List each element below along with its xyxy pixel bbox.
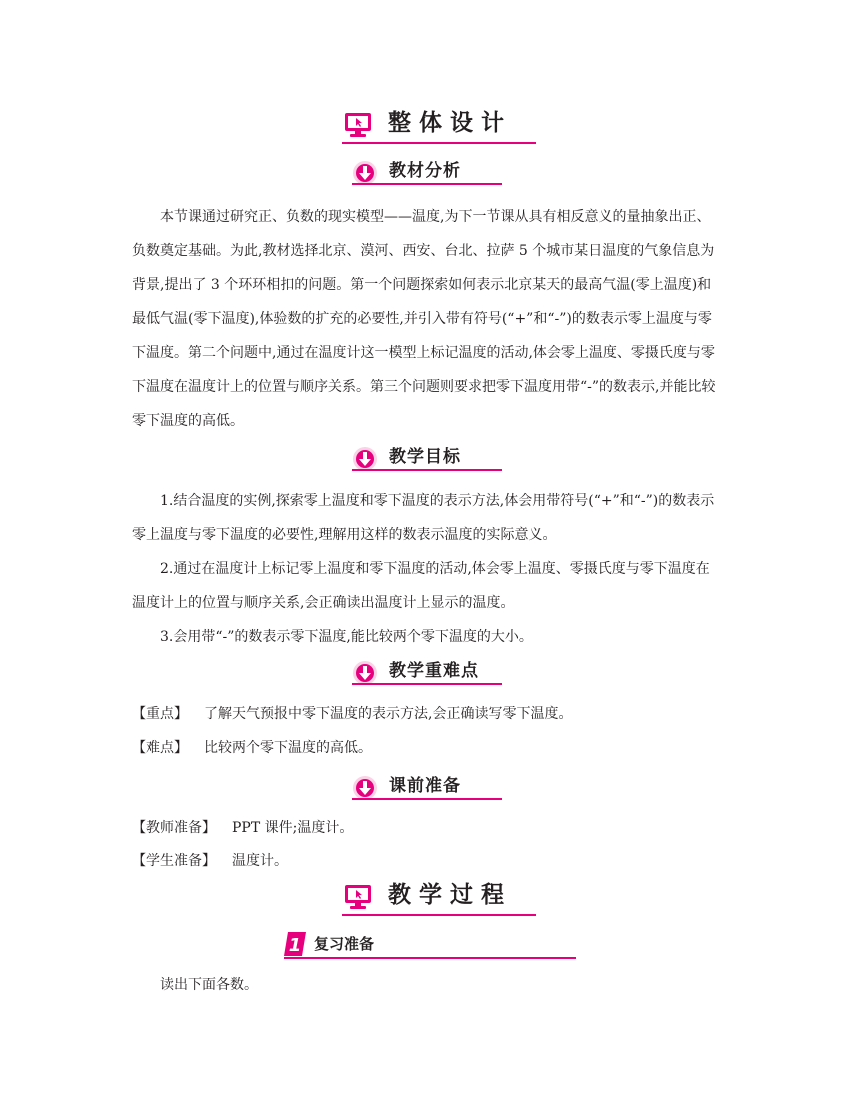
section-heading-review — [0, 932, 860, 962]
sub-heading-material — [0, 158, 860, 188]
heading-rule — [342, 914, 536, 916]
goal-item-3: 3.会用带“-”的数表示零下温度,能比较两个零下温度的大小。 — [160, 629, 533, 645]
section-title: 课前准备 — [389, 776, 461, 796]
heading-rule — [352, 798, 502, 800]
number-badge-icon — [284, 932, 306, 956]
key-label: 【重点】 — [132, 706, 188, 722]
goal-item-1: 1.结合温度的实例,探索零上温度和零下温度的表示方法,体会用带符号(“+”和“-”)的数表示零上温度与零下温度的必要性,理解用这样的数表示温度的实际意义。 — [132, 493, 715, 543]
heading-rule — [284, 957, 576, 959]
section-title: 教学重难点 — [389, 661, 479, 681]
teacher-prep-row — [132, 818, 732, 838]
process-title: 教学过程 — [388, 882, 512, 908]
material-paragraph: 本节课通过研究正、负数的现实模型——温度,为下一节课从具有相反意义的量抽象出正、负数奠定基础。为此,教材选择北京、漠河、西安、台北、拉萨 5 个城市某日温度的气象信息为背景,提出了 3 个环环相扣的问题。第一个问题探索如何表示北京某天的最高气温(零上温度)和最低气温(零下温度),体验数的扩充的必要性,并引入带有符号(“+”和“-”)的数表示零上温度与零下温度。第二个问题中,通过在温度计这一模型上标记温度的活动,体会零上温度、零摄氏度与零下温度在温度计上的位置与顺序关系。第三个问题则要求把零下温度用带“-”的数表示,并能比较零下温度的高低。 — [132, 209, 716, 429]
heading-rule — [352, 469, 502, 471]
heading-rule — [352, 183, 502, 185]
sub-heading-key-points — [0, 658, 860, 688]
key-point-row — [132, 704, 732, 724]
main-heading-process — [0, 880, 860, 916]
heading-rule — [342, 142, 536, 144]
monitor-cursor-icon — [344, 884, 372, 910]
teacher-label: 【教师准备】 — [132, 820, 216, 836]
monitor-cursor-icon — [344, 112, 372, 138]
student-text: 温度计。 — [232, 853, 288, 869]
section-title: 教材分析 — [389, 161, 461, 181]
sub-heading-goals — [0, 444, 860, 474]
difficulty-text: 比较两个零下温度的高低。 — [204, 740, 372, 756]
page-title: 整体设计 — [388, 110, 512, 136]
student-label: 【学生准备】 — [132, 853, 216, 869]
sub-heading-prep — [0, 773, 860, 803]
review-instruction: 读出下面各数。 — [160, 977, 258, 993]
section-title: 复习准备 — [314, 935, 375, 953]
student-prep-row — [132, 851, 732, 871]
goal-item-2: 2.通过在温度计上标记零上温度和零下温度的活动,体会零上温度、零摄氏度与零下温度在温度计上的位置与顺序关系,会正确读出温度计上显示的温度。 — [132, 561, 710, 611]
key-text: 了解天气预报中零下温度的表示方法,会正确读写零下温度。 — [204, 706, 573, 722]
teacher-text: PPT 课件;温度计。 — [232, 820, 354, 836]
review-number: 1 — [288, 935, 302, 956]
heading-rule — [352, 683, 502, 685]
difficulty-label: 【难点】 — [132, 740, 188, 756]
main-heading-design — [0, 108, 860, 144]
section-title: 教学目标 — [389, 447, 461, 467]
difficulty-row — [132, 738, 732, 758]
